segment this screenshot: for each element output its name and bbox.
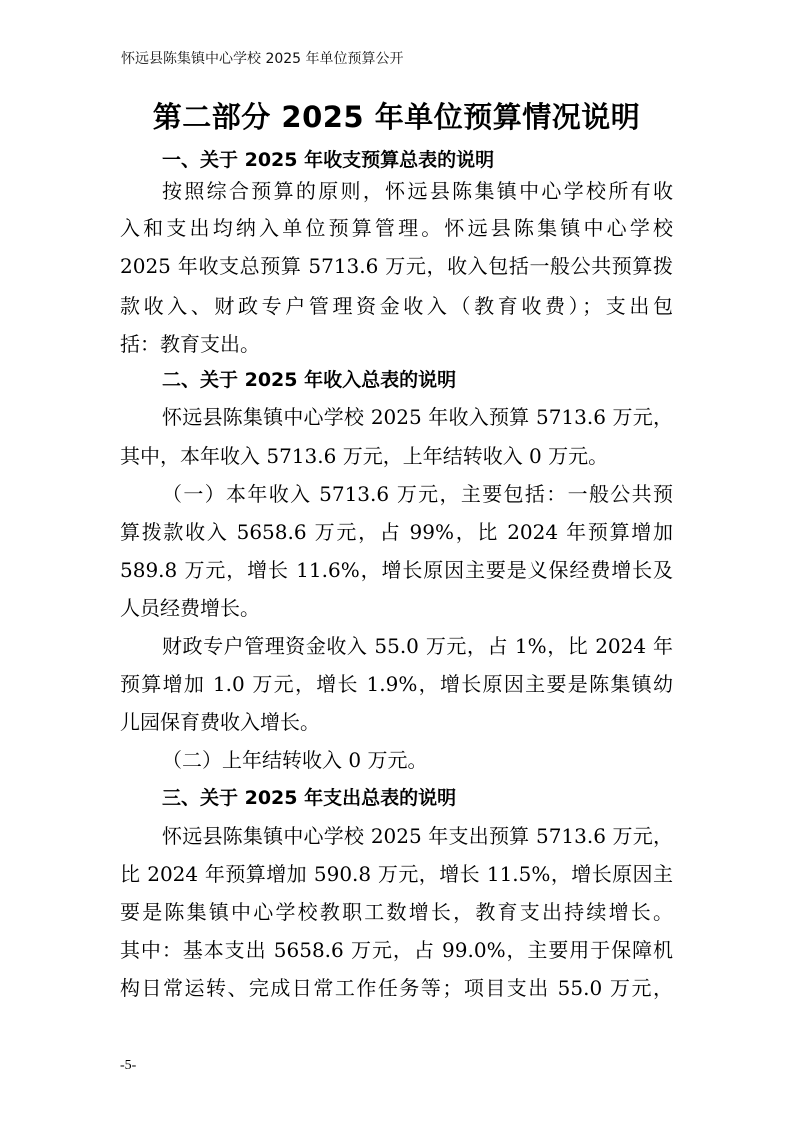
- section-heading-2: 二、关于 2025 年收入总表的说明: [162, 369, 457, 391]
- paragraph-line: 款收入、财政专户管理资金收入（教育收费）；支出包: [120, 294, 673, 318]
- paragraph-line: 589.8 万元，增长 11.6%，增长原因主要是义保经费增长及: [120, 558, 673, 582]
- paragraph-line: 比 2024 年预算增加 590.8 万元，增长 11.5%，增长原因主: [120, 862, 673, 886]
- running-header: 怀远县陈集镇中心学校 2025 年单位预算公开: [121, 51, 404, 67]
- page-number: -5-: [120, 1058, 137, 1073]
- paragraph-line: 按照综合预算的原则，怀远县陈集镇中心学校所有收: [162, 179, 673, 203]
- paragraph-line: 怀远县陈集镇中心学校 2025 年支出预算 5713.6 万元，: [162, 824, 673, 848]
- paragraph-line: （二）上年结转收入 0 万元。: [162, 748, 428, 772]
- page-title: 第二部分 2025 年单位预算情况说明: [152, 100, 641, 134]
- paragraph-line: 其中，本年收入 5713.6 万元，上年结转收入 0 万元。: [120, 444, 609, 468]
- paragraph-line: 构日常运转、完成日常工作任务等；项目支出 55.0 万元，: [120, 976, 673, 1000]
- paragraph-line: 要是陈集镇中心学校教职工数增长，教育支出持续增长。: [120, 900, 673, 924]
- paragraph-line: 儿园保育费收入增长。: [120, 710, 320, 734]
- paragraph-line: 算拨款收入 5658.6 万元，占 99%，比 2024 年预算增加: [120, 520, 673, 544]
- paragraph-line: 财政专户管理资金收入 55.0 万元，占 1%，比 2024 年: [162, 634, 673, 658]
- section-heading-3: 三、关于 2025 年支出总表的说明: [162, 787, 457, 809]
- paragraph-line: （一）本年收入 5713.6 万元，主要包括：一般公共预: [162, 482, 673, 506]
- paragraph-line: 怀远县陈集镇中心学校 2025 年收入预算 5713.6 万元，: [162, 405, 673, 429]
- paragraph-line: 2025 年收支总预算 5713.6 万元，收入包括一般公共预算拨: [120, 254, 673, 278]
- paragraph-line: 人员经费增长。: [120, 596, 260, 620]
- paragraph-line: 括：教育支出。: [120, 332, 260, 356]
- paragraph-line: 预算增加 1.0 万元，增长 1.9%，增长原因主要是陈集镇幼: [120, 672, 673, 696]
- section-heading-1: 一、关于 2025 年收支预算总表的说明: [162, 149, 495, 171]
- paragraph-line: 入和支出均纳入单位预算管理。怀远县陈集镇中心学校: [120, 216, 673, 240]
- paragraph-line: 其中：基本支出 5658.6 万元，占 99.0%，主要用于保障机: [120, 938, 673, 962]
